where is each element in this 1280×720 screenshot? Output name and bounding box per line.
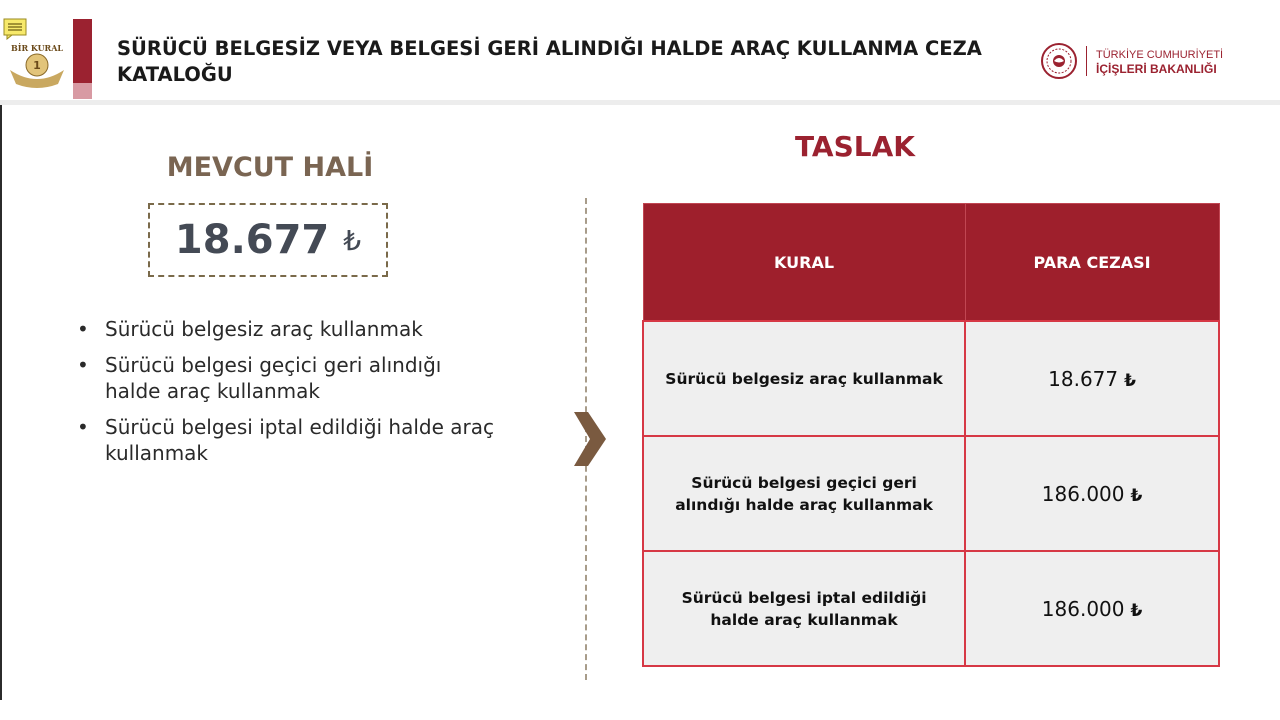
- logo-badge: [8, 40, 66, 90]
- current-amount: 18.677: [174, 217, 330, 263]
- ministry-name: [1096, 48, 1223, 76]
- draft-heading: TASLAK: [795, 130, 915, 163]
- fine-table: [642, 203, 1220, 667]
- column-header-rule: KURAL: [643, 204, 965, 322]
- current-amount-box: [148, 203, 388, 277]
- header-divider: [0, 100, 1280, 105]
- ministry-logo: [1040, 42, 1260, 82]
- column-header-fine: PARA CEZASI: [965, 204, 1219, 322]
- rule-cell: Sürücü belgesi iptal edildiği halde araç kullanmak: [643, 551, 965, 666]
- page-title: SÜRÜCÜ BELGESİZ VEYA BELGESİ GERİ ALINDIĞI HALDE ARAÇ KULLANMA CEZA KATALOĞU: [117, 37, 982, 86]
- currency-symbol: ₺: [1130, 485, 1143, 506]
- rule-cell: Sürücü belgesi geçici geri alındığı halde araç kullanmak: [643, 436, 965, 551]
- slide-header: [0, 0, 1280, 100]
- logo-text: BİR KURAL: [10, 43, 64, 53]
- chevron-right-icon: [572, 410, 608, 468]
- currency-symbol: ₺: [1124, 370, 1136, 391]
- logo-number: 1: [33, 59, 41, 72]
- ministry-line-2: İÇİŞLERİ BAKANLIĞI: [1096, 62, 1217, 76]
- note-icon[interactable]: [3, 18, 27, 40]
- fine-cell: [965, 321, 1219, 436]
- fine-cell: [965, 436, 1219, 551]
- fine-amount: 186.000: [1041, 596, 1125, 621]
- current-heading: MEVCUT HALİ: [166, 152, 374, 183]
- list-item: • Sürücü belgesi geçici geri alındığı halde araç kullanmak: [75, 352, 495, 404]
- table-row: [643, 436, 1219, 551]
- table-row: [643, 321, 1219, 436]
- ministry-separator: [1086, 46, 1087, 76]
- currency-symbol: ₺: [343, 223, 362, 257]
- ministry-line-1: TÜRKİYE CUMHURİYETİ: [1096, 49, 1224, 61]
- ministry-seal-icon: [1040, 42, 1078, 80]
- rule-cell: Sürücü belgesiz araç kullanmak: [643, 321, 965, 436]
- current-rule-list: [75, 316, 495, 476]
- fine-cell: [965, 551, 1219, 666]
- fine-amount: 18.677: [1048, 366, 1119, 391]
- fine-amount: 186.000: [1041, 481, 1125, 506]
- list-item: • Sürücü belgesiz araç kullanmak: [75, 316, 495, 342]
- table-header-row: [643, 204, 1219, 322]
- table-row: [643, 551, 1219, 666]
- accent-bar-tip: [73, 83, 92, 99]
- left-edge-line: [0, 102, 2, 700]
- list-item: • Sürücü belgesi iptal edildiği halde araç kullanmak: [75, 414, 495, 466]
- currency-symbol: ₺: [1130, 600, 1143, 621]
